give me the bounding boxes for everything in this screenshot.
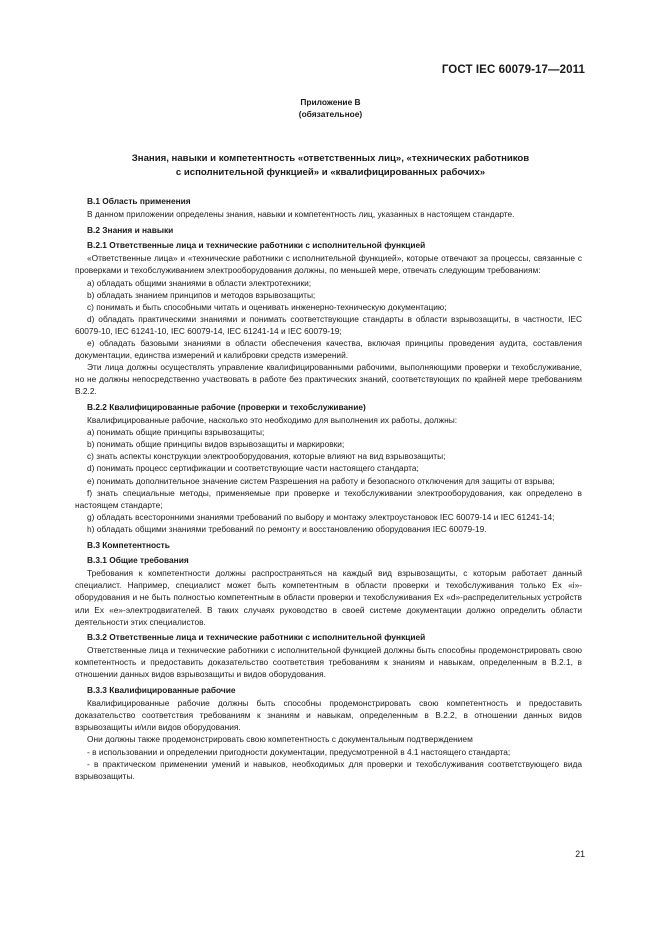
body-paragraph: b) обладать знанием принципов и методов взрывозащиты;: [87, 289, 316, 300]
body-paragraph: а) обладать общими знаниями в области электротехники;: [87, 277, 312, 288]
body-paragraph: «Ответственные лица» и «технические работники с исполнительной функцией», которые отвечают за процессы, связанные с проверками и техобслуживанием электрооборудования должны, по меньшей мере, отвечать следующим требованиям:: [75, 253, 582, 276]
body-paragraph: а) понимать общие принципы взрывозащиты;: [87, 427, 265, 438]
section-heading: В.3 Компетентность: [87, 539, 170, 550]
body-paragraph: е) понимать дополнительное значение систем Разрешения на работу и безопасного отключения для защиты от взрыва;: [87, 475, 555, 486]
document-title: [60, 152, 601, 179]
annex-title: Приложение В: [300, 97, 361, 107]
body-paragraph: Ответственные лица и технические работники с исполнительной функцией должны быть способны продемонстрировать свою компетентность и предоставить доказательство соответствия требованиям к знаниям и навыкам, определенным в В.2.1, в отношении данных видов взрывозащиты и видов оборудования.: [75, 645, 582, 680]
body-paragraph: с) понимать и быть способными читать и оценивать инженерно-техническую документацию;: [87, 301, 447, 312]
body-paragraph: h) обладать общими знаниями требований по ремонту и восстановлению оборудования IEC 60079-19.: [87, 523, 487, 534]
body-paragraph: Квалифицированные рабочие должны быть способны продемонстрировать свою компетентность и предоставить доказательство соответствия требованиям к знаниям и навыкам, определенным в В.2.2, в отношении данных видов взрывозащиты и/или видов оборудования.: [75, 698, 582, 733]
document-title-line: Знания, навыки и компетентность «ответственных лиц», «технических работников: [131, 153, 530, 164]
section-heading: В.3.2 Ответственные лица и технические работники с исполнительной функцией: [87, 632, 426, 643]
body-paragraph: d) обладать практическими знаниями и понимать соответствующие стандарты в области взрывозащиты, в частности, IEC 60079-10, IEC 61241-10, IEC 60079-14, IEC 61241-14 и IEC 60079-19;: [75, 313, 582, 336]
body-paragraph: е) обладать базовыми знаниями в области обеспечения качества, включая принципы проведения аудита, составления документации, единства измерений и калибровки средств измерений.: [75, 338, 582, 361]
annex-type: (обязательное): [298, 109, 363, 119]
body-paragraph: Квалифицированные рабочие, насколько это необходимо для выполнения их работы, должны:: [87, 415, 458, 426]
body-paragraph: f) знать специальные методы, применяемые при проверке и техобслуживании электрооборудования, как определено в настоящем стандарте;: [75, 487, 582, 510]
body-paragraph: Эти лица должны осуществлять управление квалифицированными рабочими, выполняющими проверки и техобслуживание, но не должны непосредственно участвовать в работе без практических знаний, соответствующих по крайней мере требованиям В.2.2.: [75, 362, 582, 397]
body-paragraph: d) понимать процесс сертификации и соответствующие части настоящего стандарта;: [87, 463, 419, 474]
body-paragraph: Требования к компетентности должны распространяться на каждый вид взрывозащиты, с которым работает данный специалист. Например, специалист может быть компетентным в области проверки и техобслуживания только Ex «i»-оборудования и не быть полностью компетентным в области проверки и техобслуживания Ex «d»-распределительных устройств или Ex «е»-электродвигателей. В таких случаях руководство в своей системе документации должно определить области деятельности этих специалистов.: [75, 568, 582, 627]
body-paragraph: b) понимать общие принципы видов взрывозащиты и маркировки;: [87, 439, 345, 450]
body-paragraph: g) обладать всесторонними знаниями требований по выбору и монтажу электроустановок IEC 60079-14 и IEC 61241-14;: [87, 511, 555, 522]
body-paragraph: Они должны также продемонстрировать свою компетентность с документальным подтверждением: [87, 734, 473, 745]
body-paragraph: - в использовании и определении пригодности документации, предусмотренной в 4.1 настоящего стандарта;: [87, 746, 511, 757]
body-paragraph: с) знать аспекты конструкции электрооборудования, которые влияют на вид взрывозащиты;: [87, 451, 446, 462]
document-title-line: с исполнительной функцией» и «квалифицированных рабочих»: [175, 166, 486, 178]
standard-code: ГОСТ IEC 60079-17—2011: [441, 64, 585, 76]
section-heading: В.3.3 Квалифицированные рабочие: [87, 685, 236, 696]
body-paragraph: В данном приложении определены знания, навыки и компетентность лиц, указанных в настоящем стандарте.: [87, 209, 515, 220]
section-heading: В.2.2 Квалифицированные рабочие (проверки и техобслуживание): [87, 402, 366, 412]
page-number: 21: [575, 849, 585, 859]
document-body: [75, 195, 582, 782]
body-paragraph: - в практическом применении умений и навыков, необходимых для проверки и техобслуживания соответствующего вида взрывозащиты.: [75, 758, 582, 781]
section-heading: В.2 Знания и навыки: [87, 224, 174, 235]
section-heading: В.2.1 Ответственные лица и технические работники с исполнительной функцией: [87, 240, 426, 251]
section-heading: В.1 Область применения: [87, 196, 191, 206]
section-heading: В.3.1 Общие требования: [87, 555, 189, 566]
